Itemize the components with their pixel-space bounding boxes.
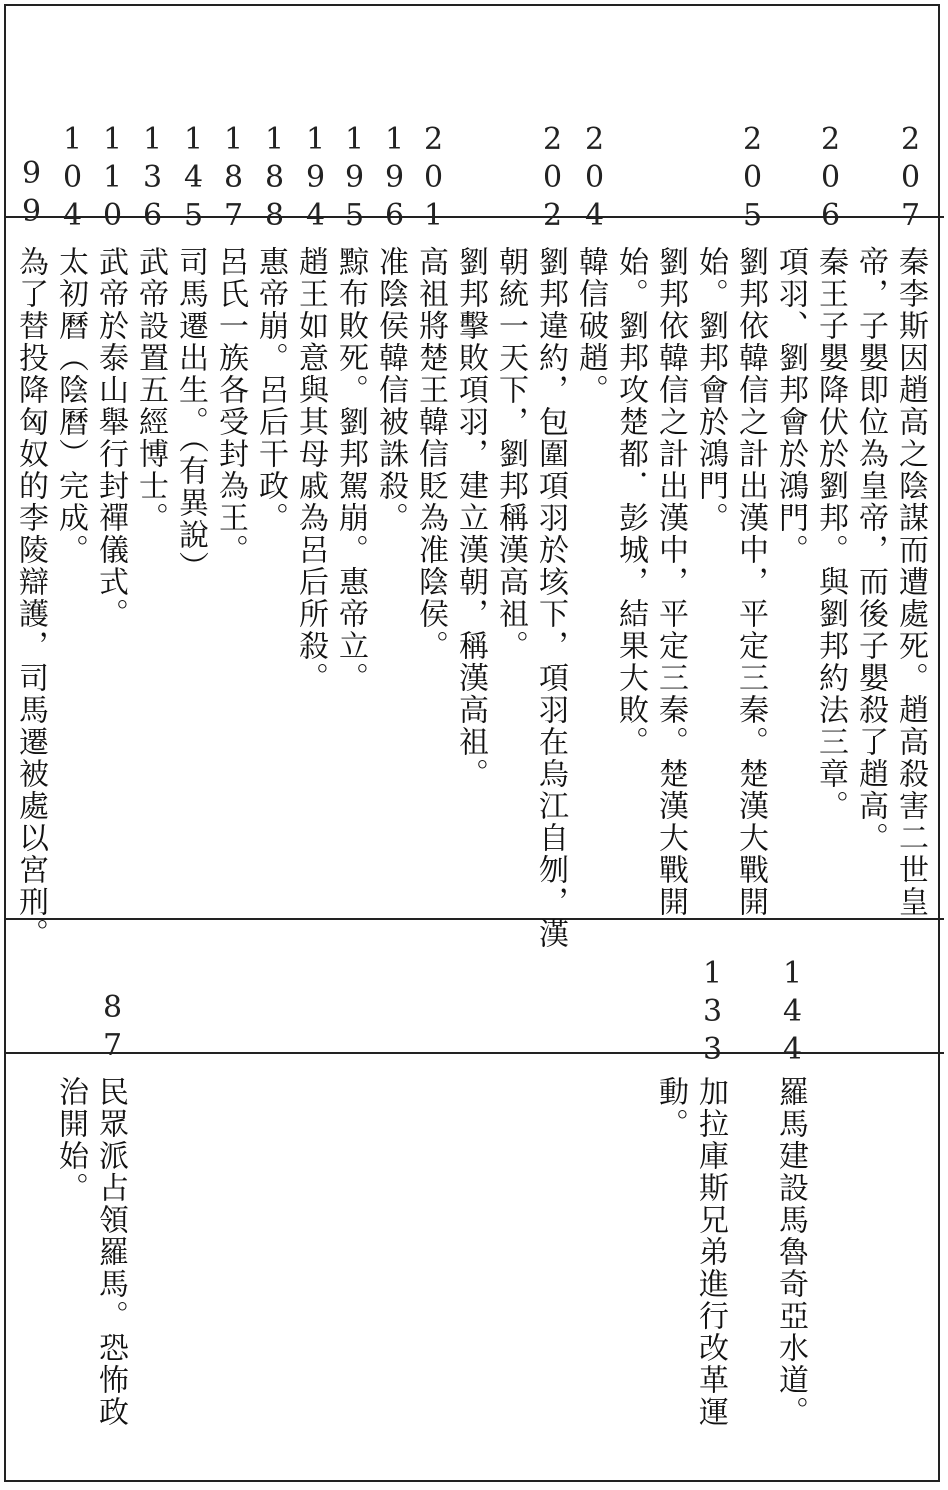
event-line: 黥布敗死。劉邦駕崩。惠帝立。 bbox=[333, 246, 368, 694]
event-line: 加拉庫斯兄弟進行改革運 bbox=[693, 1076, 728, 1428]
event-line: 准陰侯韓信被誅殺。 bbox=[373, 246, 408, 534]
event-line: 秦李斯因趙高之陰謀而遭處死。趙高殺害二世皇 bbox=[893, 246, 928, 918]
event-line: 項羽、劉邦會於鴻門。 bbox=[773, 246, 808, 566]
year-204: 204 bbox=[577, 122, 612, 236]
event-line: 始。劉邦會於鴻門。 bbox=[693, 246, 728, 534]
year-194: 194 bbox=[298, 122, 333, 236]
event-line: 惠帝崩。呂后干政。 bbox=[253, 246, 288, 534]
year-99: 99 bbox=[14, 156, 49, 232]
year-136: 136 bbox=[135, 122, 170, 236]
year-87: 87 bbox=[95, 990, 130, 1066]
year-144: 144 bbox=[775, 956, 810, 1070]
year-207: 207 bbox=[893, 122, 928, 236]
event-line: 動。 bbox=[653, 1076, 688, 1140]
event-line: 趙王如意與其母戚為呂后所殺。 bbox=[293, 246, 328, 694]
event-line: 羅馬建設馬魯奇亞水道。 bbox=[773, 1076, 808, 1428]
year-205: 205 bbox=[735, 122, 770, 236]
year-206: 206 bbox=[813, 122, 848, 236]
event-line: 呂氏一族各受封為王。 bbox=[213, 246, 248, 566]
year-196: 196 bbox=[377, 122, 412, 236]
divider-a-bottom bbox=[4, 918, 944, 920]
event-line: 治開始。 bbox=[53, 1076, 88, 1204]
year-104: 104 bbox=[55, 122, 90, 236]
event-line: 太初曆（陰曆）完成。 bbox=[53, 246, 88, 566]
event-line: 司馬遷出生。（有異說） bbox=[173, 246, 208, 583]
year-133: 133 bbox=[695, 956, 730, 1070]
event-line: 高祖將楚王韓信貶為准陰侯。 bbox=[413, 246, 448, 662]
event-line: 劉邦違約，包圍項羽於垓下，項羽在烏江自刎，漢 bbox=[533, 246, 568, 950]
event-line: 武帝設置五經博士。 bbox=[133, 246, 168, 534]
event-line: 武帝於泰山舉行封禪儀式。 bbox=[93, 246, 128, 630]
year-187: 187 bbox=[216, 122, 251, 236]
year-145: 145 bbox=[176, 122, 211, 236]
event-line: 劉邦依韓信之計出漢中，平定三秦。楚漢大戰開 bbox=[653, 246, 688, 918]
year-110: 110 bbox=[95, 122, 130, 236]
event-line: 韓信破趙。 bbox=[573, 246, 608, 406]
event-line: 為了替投降匈奴的李陵辯護，司馬遷被處以宮刑。 bbox=[13, 246, 48, 950]
year-201: 201 bbox=[416, 122, 451, 236]
event-line: 帝，子嬰即位為皇帝，而後子嬰殺了趙高。 bbox=[853, 246, 888, 854]
event-line: 朝統一天下，劉邦稱漢高祖。 bbox=[493, 246, 528, 662]
event-line: 民眾派占領羅馬。恐怖政 bbox=[93, 1076, 128, 1428]
event-line: 秦王子嬰降伏於劉邦。與劉邦約法三章。 bbox=[813, 246, 848, 822]
year-202: 202 bbox=[535, 122, 570, 236]
event-line: 劉邦依韓信之計出漢中，平定三秦。楚漢大戰開 bbox=[733, 246, 768, 918]
event-line: 始。劉邦攻楚都．彭城，結果大敗。 bbox=[613, 246, 648, 758]
event-line: 劉邦擊敗項羽，建立漢朝，稱漢高祖。 bbox=[453, 246, 488, 790]
year-195: 195 bbox=[337, 122, 372, 236]
year-188: 188 bbox=[257, 122, 292, 236]
